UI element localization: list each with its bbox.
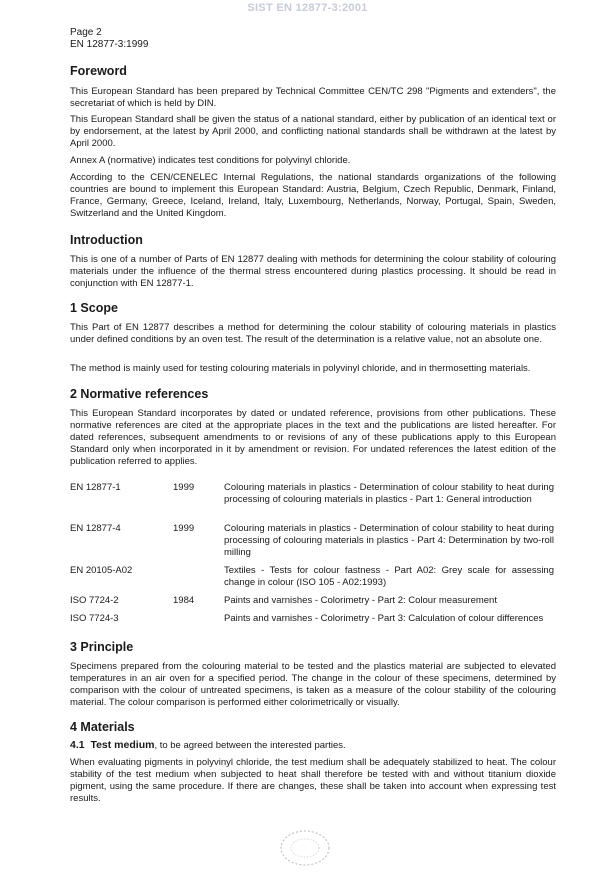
reference-code: ISO 7724-2 xyxy=(70,595,119,606)
scope-paragraph: The method is mainly used for testing colouring materials in polyvinyl chloride, and in thermosetting materials. xyxy=(70,363,531,374)
reference-title: Paints and varnishes - Colorimetry - Part 2: Colour measurement xyxy=(224,595,497,606)
reference-title: Colouring materials in plastics - Determination of colour stability to heat during processing of colouring materials in plastics - Part 4: Determination by two-roll milling xyxy=(224,523,554,558)
normative-references-paragraph: This European Standard incorporates by dated or undated reference, provisions from other publications. These normative references are cited at the appropriate places in the text and the publications are listed hereafter. For dated references, subsequent amendments to or revisions of any of these publications apply to this European Standard only when incorporated in it by amendment or revision. For undated references the latest edition of the publication referred to applies. xyxy=(70,408,556,467)
faint-stamp-mark xyxy=(270,826,340,870)
materials-paragraph: When evaluating pigments in polyvinyl chloride, the test medium shall be adequately stabilized to heat. The colour stability of the test medium when subjected to heat shall therefore be tested with and without titanium dioxide pigment, using the same procedure. If there are changes, these shall be taken into account when expressing test results. xyxy=(70,757,556,804)
introduction-heading: Introduction xyxy=(70,233,143,247)
reference-year: 1999 xyxy=(173,482,195,493)
reference-year: 1999 xyxy=(173,523,195,534)
reference-code: EN 12877-4 xyxy=(70,523,121,534)
foreword-paragraph: Annex A (normative) indicates test conditions for polyvinyl chloride. xyxy=(70,155,351,166)
page-number: Page 2 xyxy=(70,27,102,38)
reference-code: EN 20105-A02 xyxy=(70,565,133,576)
reference-title: Colouring materials in plastics - Determination of colour stability to heat during processing of colouring materials in plastics - Part 1: General introduction xyxy=(224,482,554,505)
clause-number: 4.1 xyxy=(70,739,85,751)
reference-year: 1984 xyxy=(173,595,195,606)
clause-title: Test medium xyxy=(90,739,155,751)
watermark: SIST EN 12877-3:2001 xyxy=(247,2,368,14)
principle-heading: 3 Principle xyxy=(70,640,134,654)
foreword-paragraph: According to the CEN/CENELEC Internal Regulations, the national standards organizations of the following countries are bound to implement this European Standard: Austria, Belgium, Czech Republic, Denmark, Finland, France, Germany, Greece, Iceland, Ireland, Italy, Luxembourg, Netherlands, Norway, Portugal, Spain, Sweden, Switzerland and the United Kingdom. xyxy=(70,172,556,219)
test-medium-clause xyxy=(70,739,556,752)
normative-references-heading: 2 Normative references xyxy=(70,387,209,401)
foreword-heading: Foreword xyxy=(70,64,127,78)
scope-heading: 1 Scope xyxy=(70,301,118,315)
clause-text: , to be agreed between the interested parties. xyxy=(154,740,346,751)
foreword-paragraph: This European Standard shall be given the status of a national standard, either by publication of an identical text or by endorsement, at the latest by April 2000, and conflicting national standards shall be withdrawn at the latest by April 2000. xyxy=(70,114,556,149)
reference-code: ISO 7724-3 xyxy=(70,613,119,624)
reference-title: Textiles - Tests for colour fastness - Part A02: Grey scale for assessing change in colour (ISO 105 - A02:1993) xyxy=(224,565,554,588)
reference-code: EN 12877-1 xyxy=(70,482,121,493)
foreword-paragraph: This European Standard has been prepared by Technical Committee CEN/TC 298 "Pigments and extenders", the secretariat of which is held by DIN. xyxy=(70,86,556,109)
principle-paragraph: Specimens prepared from the colouring material to be tested and the plastics material are subjected to elevated temperatures in an air oven for a specified period. The change in the colour of these specimens, determined by comparison with the colour of untreated specimens, is taken as a measure of the colour stability of the colouring material. The colour comparison is performed either colorimetrically or visually. xyxy=(70,661,556,708)
reference-title: Paints and varnishes - Colorimetry - Part 3: Calculation of colour differences xyxy=(224,613,544,624)
scope-paragraph: This Part of EN 12877 describes a method for determining the colour stability of colouring materials in plastics under defined conditions by an oven test. The result of the determination is a relative value, not an absolute one. xyxy=(70,322,556,345)
document-id: EN 12877-3:1999 xyxy=(70,39,149,50)
materials-heading: 4 Materials xyxy=(70,720,135,734)
introduction-paragraph: This is one of a number of Parts of EN 12877 dealing with methods for determining the colour stability of colouring materials under the influence of the thermal stress encountered during plastics processing. It should be read in conjunction with EN 12877-1. xyxy=(70,254,556,289)
